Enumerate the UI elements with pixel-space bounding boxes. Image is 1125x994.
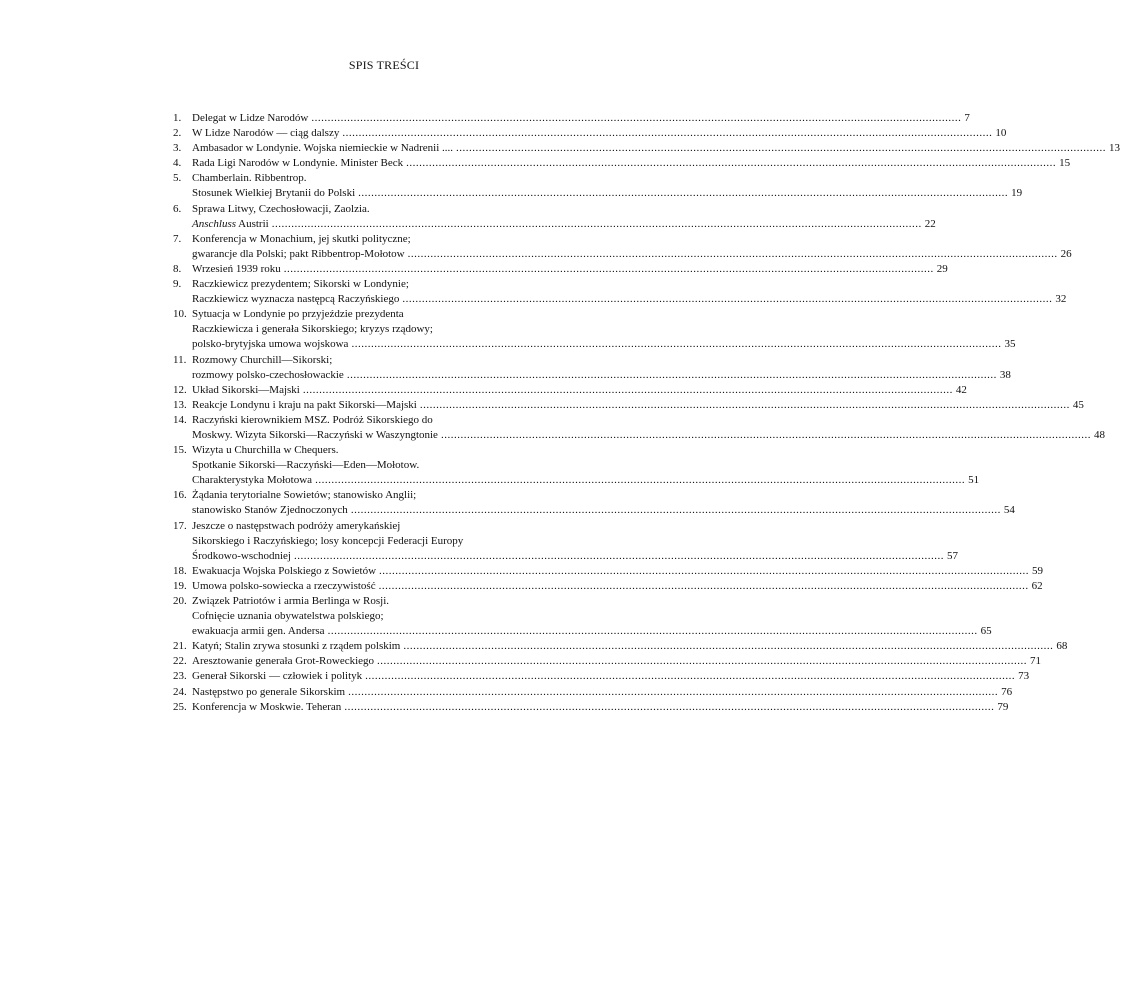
page-title: SPIS TREŚCI [348,58,420,72]
toc-entry-title-line: Rada Ligi Narodów w Londynie. Minister Beck [192,157,404,170]
toc-leader-dots: ........................................................................................................................................................................................................ [348,685,999,698]
toc-entry-title-line: Chamberlain. Ribbentrop. [192,172,307,185]
toc-leader-dots: ........................................................................................................................................................................................................ [294,549,944,562]
toc-entry [173,594,992,639]
toc-leader-dots: ........................................................................................................................................................................................................ [350,504,1001,517]
toc-entry-title-line: Anschluss Austrii [192,217,269,230]
toc-entry-number: 8. [173,262,182,275]
toc-entry-title-line: Wrzesień 1939 roku [192,262,281,275]
toc-entry-number: 15. [173,444,187,457]
toc-leader-dots: ........................................................................................................................................................................................................ [403,640,1054,653]
toc-page-number: 13 [1109,142,1121,155]
toc-entry-number: 7. [173,232,182,245]
toc-entry-title-line: Aresztowanie generała Grot-Roweckiego [192,655,375,668]
toc-entry-number: 22. [173,655,187,668]
toc-entry-number: 1. [173,112,182,124]
toc-entry-title-line: Charakterystyka Mołotowa [192,474,313,487]
toc-entry-title-line: Rozmowy Churchill—Sikorski; [192,353,333,366]
toc-page-number: 38 [999,368,1011,381]
toc-entry [173,383,967,398]
toc-entry-number: 17. [173,519,187,532]
toc-leader-dots: ........................................................................................................................................................................................................ [346,368,997,381]
toc-entry [173,126,1007,141]
toc-page-number: 62 [1031,579,1043,592]
toc-page-number: 76 [1001,685,1013,698]
toc-leader-dots: ........................................................................................................................................................................................................ [302,383,953,396]
toc-entry-number: 12. [173,383,187,396]
toc-entry-title-line: Jeszcze o następstwach podróży amerykańskiej [192,519,401,532]
toc-entry-title-line: rozmowy polsko-czechosłowackie [192,368,344,381]
toc-entry-title-line: Spotkanie Sikorski—Raczyński—Eden—Mołotow. [192,459,420,472]
toc-entry-title-line: Następstwo po generale Sikorskim [192,685,346,698]
toc-entry-title-line: Ewakuacja Wojska Polskiego z Sowietów [192,564,377,577]
toc-page-number: 22 [924,217,936,230]
toc-entry-title-line: Cofnięcie uznania obywatelstwa polskiego; [192,610,384,623]
toc-entry-number: 25. [173,700,187,713]
toc-entry-title-line: Konferencja w Monachium, jej skutki polityczne; [192,232,411,245]
toc-leader-dots: ........................................................................................................................................................................................................ [440,428,1091,441]
toc-entry-title-line: Moskwy. Wizyta Sikorski—Raczyński w Waszyngtonie [192,428,438,441]
toc-entry-title-line: Sprawa Litwy, Czechosłowacji, Zaolzia. [192,202,370,215]
toc-page-number: 48 [1093,428,1105,441]
toc-entry-number: 19. [173,579,187,592]
toc-entry [173,398,1084,413]
toc-entry [173,111,970,126]
toc-entry-title-line: Raczyński kierownikiem MSZ. Podróż Sikorskiego do [192,413,433,426]
toc-entry-title-line: Ambasador w Londynie. Wojska niemieckie w Nadrenii .... [192,142,454,155]
toc-entry-number: 11. [173,353,187,366]
toc-entry-title-line: Raczkiewicz prezydentem; Sikorski w Londynie; [192,278,409,291]
toc-entry [173,488,1015,518]
toc-leader-dots: ........................................................................................................................................................................................................ [283,262,934,275]
toc-entry-number: 3. [173,142,182,155]
toc-entry-number: 23. [173,670,187,683]
toc-entry-title-line: Związek Patriotów i armia Berlinga w Rosji. [192,595,390,607]
toc-page-number: 35 [1004,338,1016,351]
toc-entry-title-line: Generał Sikorski — człowiek i polityk [192,670,363,683]
toc-page-number: 26 [1060,247,1072,260]
toc-entry-number: 16. [173,489,187,502]
toc-entry-number: 5. [173,172,182,185]
toc-entry-title-line: W Lidze Narodów — ciąg dalszy [192,127,340,140]
toc-entry-title-line: Reakcje Londynu i kraju na pakt Sikorski—Majski [192,398,417,411]
toc-leader-dots: ........................................................................................................................................................................................................ [379,564,1030,577]
toc-entry-title-line: Wizyta u Churchilla w Chequers. [192,444,339,457]
toc-entry-title-line: stanowisko Stanów Zjednoczonych [192,504,348,517]
toc-entry-title-line: Delegat w Lidze Narodów [192,112,309,124]
toc-entry [173,700,1009,715]
toc-leader-dots: ........................................................................................................................................................................................................ [378,579,1029,592]
toc-entry [173,202,936,232]
toc-entry [173,519,958,564]
toc-leader-dots: ........................................................................................................................................................................................................ [402,293,1053,306]
toc-entry [173,579,1043,594]
toc-page-number: 68 [1056,640,1068,653]
toc-leader-dots: ........................................................................................................................................................................................................ [327,625,978,638]
toc-entry-title-line: Sikorskiego i Raczyńskiego; losy koncepcji Federacji Europy [192,534,464,547]
toc-entry-title-line: Katyń; Stalin zrywa stosunki z rządem polskim [192,640,401,653]
toc-entry [173,639,1068,654]
toc-leader-dots: ........................................................................................................................................................................................................ [406,157,1057,170]
toc-leader-dots: ........................................................................................................................................................................................................ [344,700,995,713]
toc-entry-number: 13. [173,398,187,411]
toc-entry-title-line: Układ Sikorski—Majski [192,383,300,396]
toc-entry-title-line: Raczkiewicza i generała Sikorskiego; kryzys rządowy; [192,323,433,336]
toc-leader-dots: ........................................................................................................................................................................................................ [377,655,1028,668]
toc-entry [173,564,1044,579]
toc-entry-title-line: Raczkiewicz wyznacza następcą Raczyńskiego [192,293,400,306]
toc-entry [173,443,980,488]
toc-entry [173,654,1042,669]
toc-entry-number: 21. [173,640,187,653]
toc-leader-dots: ........................................................................................................................................................................................................ [407,247,1058,260]
toc-entry [173,277,1067,307]
toc-entry-number: 9. [173,278,182,291]
toc-entry-title-line: gwarancje dla Polski; pakt Ribbentrop-Mołotow [192,247,405,260]
toc-page-number: 10 [995,127,1007,140]
toc-page-number: 19 [1011,187,1023,200]
toc-entry [173,353,1011,383]
toc-entry-number: 20. [173,595,187,607]
toc-leader-dots: ........................................................................................................................................................................................................ [315,474,966,487]
toc-leader-dots: ........................................................................................................................................................................................................ [365,670,1016,683]
toc-page-number: 32 [1055,293,1067,306]
toc-entry [173,307,1016,352]
toc-leader-dots: ........................................................................................................................................................................................................ [351,338,1002,351]
toc-entry-title-line: ewakuacja armii gen. Andersa [192,625,325,638]
toc-entry-number: 4. [173,157,182,170]
toc-entry-title-line: Żądania terytorialne Sowietów; stanowisko Anglii; [192,489,417,502]
toc-entry-title-line: Konferencja w Moskwie. Teheran [192,700,342,713]
toc-entry-title-line: Środkowo-wschodniej [192,549,291,562]
toc-page-number: 54 [1003,504,1015,517]
toc-page-number: 73 [1018,670,1030,683]
toc-entry [173,232,1072,262]
toc-entry-number: 14. [173,413,187,426]
toc-page-number: 51 [968,474,980,487]
toc-entry [173,685,1013,700]
toc-page-number: 7 [964,112,970,124]
toc-entry-number: 10. [173,308,187,321]
toc-entry-title-line: polsko-brytyjska umowa wojskowa [192,338,349,351]
toc-entry [173,669,1030,684]
toc-page-number: 65 [980,625,992,638]
toc-leader-dots: ........................................................................................................................................................................................................ [456,142,1107,155]
toc-page-number: 45 [1072,398,1084,411]
toc-page-number: 71 [1030,655,1042,668]
toc-entry [173,156,1071,171]
toc-entry-title-line: Sytuacja w Londynie po przyjeździe prezydenta [192,308,404,321]
toc-leader-dots: ........................................................................................................................................................................................................ [419,398,1070,411]
toc-entry-number: 6. [173,202,182,215]
toc-entry-number: 2. [173,127,182,140]
table-of-contents [173,111,1121,715]
toc-leader-dots: ........................................................................................................................................................................................................ [358,187,1009,200]
toc-page-number: 29 [936,262,948,275]
toc-page-number: 42 [955,383,967,396]
toc-entry-number: 18. [173,564,187,577]
toc-page-number: 59 [1032,564,1044,577]
toc-entry-title-line: Umowa polsko-sowiecka a rzeczywistość [192,579,376,592]
toc-leader-dots: ........................................................................................................................................................................................................ [271,217,922,230]
toc-entry [173,141,1121,156]
toc-page-number: 79 [997,700,1009,713]
toc-entry [173,262,948,277]
toc-entry [173,171,1023,201]
toc-entry-number: 24. [173,685,187,698]
toc-entry [173,413,1105,443]
toc-page-number: 15 [1059,157,1071,170]
toc-leader-dots: ........................................................................................................................................................................................................ [342,127,993,140]
toc-page-number: 57 [947,549,958,562]
toc-entry-title-line: Stosunek Wielkiej Brytanii do Polski [192,187,356,200]
toc-leader-dots: ........................................................................................................................................................................................................ [311,112,962,124]
